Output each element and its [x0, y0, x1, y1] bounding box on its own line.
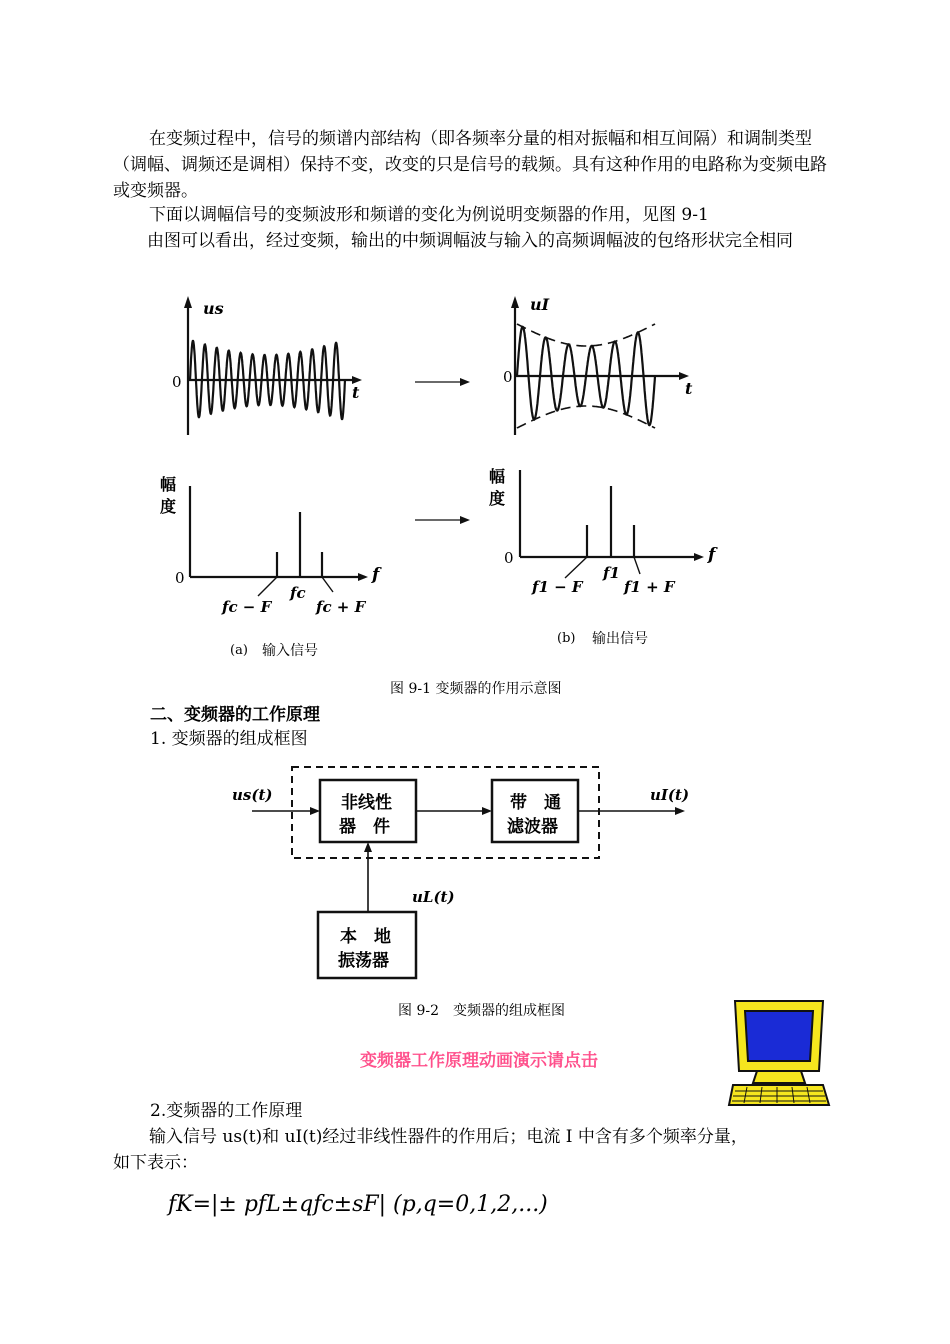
subfigure-b-tag: (b) [557, 631, 576, 646]
zero-label: 0 [175, 569, 185, 587]
subsection-1-heading: 1. 变频器的组成框图 [150, 729, 308, 749]
figure-9-1-caption: 图 9-1 变频器的作用示意图 [390, 681, 562, 697]
block-label: 本 地 [340, 927, 391, 947]
block-label: 带 通 [510, 793, 561, 813]
figure-9-2-caption: 图 9-2 变频器的组成框图 [398, 1003, 565, 1019]
block-label: 滤波器 [507, 817, 558, 837]
computer-icon[interactable] [727, 997, 832, 1109]
lo-signal-label: uL(t) [412, 888, 455, 906]
spectrum-label-left: fc − F [222, 598, 272, 616]
amplitude-label: 幅 [489, 467, 506, 486]
input-wave-label: us [203, 299, 224, 318]
subsection-2-heading: 2.变频器的工作原理 [150, 1101, 303, 1121]
subfigure-a-tag: (a) [230, 643, 248, 658]
figure-9-1 [0, 290, 950, 710]
freq-axis-label: f [708, 545, 716, 565]
block-label: 非线性 [341, 793, 392, 813]
zero-label: 0 [503, 368, 513, 386]
section-heading: 二、变频器的工作原理 [150, 705, 320, 725]
time-axis-label: t [685, 379, 693, 398]
spectrum-label-center: f1 [603, 564, 620, 582]
output-waveform [511, 296, 689, 435]
figure-9-2 [0, 750, 950, 990]
output-wave-label: uI [530, 295, 550, 314]
freq-axis-label: f [372, 565, 380, 585]
block-label: 振荡器 [338, 951, 389, 971]
amplitude-label: 度 [160, 497, 177, 516]
zero-label: 0 [504, 549, 514, 567]
time-axis-label: t [352, 383, 360, 402]
principle-text: 输入信号 us(t)和 uI(t)经过非线性器件的作用后；电流 I 中含有多个频率分量， [149, 1127, 748, 1147]
spectrum-label-right: fc + F [316, 598, 366, 616]
output-spectrum [520, 470, 704, 578]
spectrum-label-left: f1 − F [532, 578, 583, 596]
subfigure-b-label: 输出信号 [592, 631, 648, 647]
observation-paragraph: 由图可以看出，经过变频，输出的中频调幅波与输入的高频调幅波的包络形状完全相同 [147, 231, 793, 251]
output-signal-label: uI(t) [650, 786, 690, 804]
spectrum-label-right: f1 + F [624, 578, 675, 596]
example-paragraph: 下面以调幅信号的变频波形和频谱的变化为例说明变频器的作用，见图 9-1 [149, 205, 709, 225]
frequency-formula: fK=|± pfL±qfc±sF| (p,q=0,1,2,...) [168, 1192, 548, 1217]
input-signal-label: us(t) [232, 786, 273, 804]
input-spectrum [190, 486, 368, 596]
amplitude-label: 度 [489, 489, 506, 508]
principle-text-cont: 如下表示： [113, 1153, 198, 1173]
subfigure-a-label: 输入信号 [262, 643, 318, 659]
amplitude-label: 幅 [160, 475, 177, 494]
block-label: 器 件 [339, 817, 390, 837]
intro-paragraph: 在变频过程中，信号的频谱内部结构（即各频率分量的相对振幅和相互间隔）和调制类型（调幅、调频还是调相）保持不变，改变的只是信号的载频。具有这种作用的电路称为变频电路或变频器。 [113, 129, 827, 201]
spectrum-label-center: fc [290, 584, 306, 602]
zero-label: 0 [172, 373, 182, 391]
animation-demo-link[interactable]: 变频器工作原理动画演示请点击 [360, 1051, 598, 1071]
